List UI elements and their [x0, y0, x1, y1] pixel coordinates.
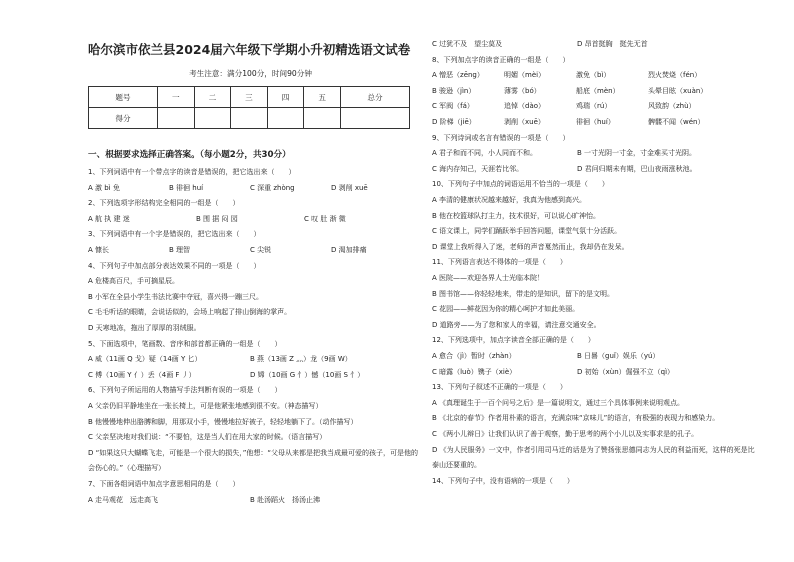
score-header-row: [89, 87, 410, 108]
right-column: [432, 40, 755, 520]
option-choice: C 深重 zhòng: [250, 183, 295, 192]
question-text: 6、下列句子所运用的人物描写手法判断有误的一项是（ ）: [88, 386, 282, 395]
option-choice: B 理智: [169, 246, 191, 254]
option-choice: C 暗露（luò）镌子（xiè）: [432, 367, 517, 376]
option-choice: 船底（mèn）: [576, 86, 620, 95]
right-questions: [432, 40, 755, 520]
option-choice: D 君问归期未有期，巴山夜雨涨秋池。: [577, 164, 697, 173]
option-text: A 危楼高百尺，手可摘星辰。: [88, 277, 180, 286]
question-text: 13、下列句子叙述不正确的一项是（ ）: [432, 383, 567, 392]
option-choice: D 嫦（10画 G 忄）憾（10画 S 忄）: [250, 370, 365, 379]
score-cell[interactable]: [194, 108, 231, 129]
option-row: [88, 184, 413, 192]
option-text: D 天寒地冻，拖出了厚厚的羽绒服。: [88, 324, 201, 332]
option-choice: 徘徊（huí）: [576, 118, 615, 126]
option-text: D 道路旁——为了您和家人的幸福，请注意交通安全。: [432, 320, 601, 329]
option-choice: A 航 执 建 迷: [88, 214, 130, 223]
option-choice: A 威（11画 Q 戈）疑（14画 Y 匕）: [88, 355, 202, 364]
option-text: A 父亲仍旧平静地坐在一张长椅上，可是他紧张地感到很不安。（神态描写）: [88, 402, 323, 410]
option-text: A 李清的健康状况越来越好，我真为他感到高兴。: [432, 196, 587, 204]
question-text: 10、下列句子中加点的词语运用不恰当的一项是（ ）: [432, 180, 609, 189]
question-text: 3、下列词语中有一个字是错误的，把它选出来（ ）: [88, 230, 261, 239]
option-choice: A 愈合（jì）暂时（zhàn）: [432, 352, 516, 360]
question-text: 8、下列加点字的读音正确的一组是（ ）: [432, 55, 570, 64]
option-choice: 烈火焚烧（fén）: [648, 71, 702, 80]
option-text: C 《两小儿辩日》让我们认识了善于观察，勤于思考的两个小儿以及实事求是的孔子。: [432, 430, 699, 438]
option-choice: D 初始（xùn）倔强不立（qì）: [577, 367, 675, 376]
option-choice: 髀髅不闻（wén）: [648, 118, 705, 126]
option-text: A 医院——欢迎各界人士光临本院！: [432, 274, 545, 282]
option-choice: 激免（bì）: [576, 71, 611, 80]
option-choice: B 日晷（guǐ）娱乐（yú）: [577, 352, 660, 360]
score-cell: 题号: [89, 87, 158, 108]
option-text: D 课堂上我听得入了迷，老师的声音戛然而止，我却仍在发呆。: [432, 242, 629, 251]
option-text: B 图书馆——你轻轻地来，带走的是知识，留下的是文明。: [432, 289, 615, 298]
option-choice: B 一寸光阴一寸金，寸金难买寸光阴。: [577, 149, 697, 158]
option-choice: A 君子和而不同，小人同而不和。: [432, 149, 538, 158]
exam-title: 哈尔滨市依兰县2024届六年级下学期小升初精选语文试卷: [88, 42, 411, 57]
option-text: B 小军在全县小学生书法比赛中夺冠，喜兴得一蹦三尺。: [88, 292, 264, 301]
score-cell[interactable]: [341, 108, 410, 129]
option-choice: A 慷长: [88, 246, 110, 254]
question-text: 14、下列句子中，没有语病的一项是（ ）: [432, 476, 574, 485]
score-cell: 三: [231, 87, 268, 108]
option-choice: A 激 bì 免: [88, 183, 120, 192]
score-cell[interactable]: [157, 108, 194, 129]
question-text: 4、下列句子中加点部分表达效果不同的一项是（ ）: [88, 261, 261, 270]
score-cell[interactable]: [267, 108, 304, 129]
question-text: 2、下列选项字形结构完全相同的一组是（ ）: [88, 199, 240, 208]
question-text: 5、下面选项中，笔画数、音序和部首都正确的一组是（ ）: [88, 339, 282, 348]
score-cell: 五: [304, 87, 341, 108]
option-text: C 花园——鲜花因为你的精心呵护才如此美丽。: [432, 305, 580, 314]
option-choice: C 军阀（fá）: [432, 102, 474, 111]
option-choice: B 骏逊（jìn）: [432, 86, 476, 95]
score-value-row: [89, 108, 410, 129]
option-row: [432, 71, 722, 79]
score-table: [88, 86, 410, 129]
option-row: [88, 371, 413, 379]
score-cell: 总分: [341, 87, 410, 108]
option-text: B 他在校篮球队打主力，技术很好，可以说心旷神怡。: [432, 211, 601, 220]
option-text: A 《真理诞生于一百个问号之后》是一篇说明文，通过三个具体事例来说明观点。: [432, 398, 685, 407]
option-text: B 《北京的春节》作者用朴素的语言，充满京味“京味儿”的语言，有极强的表现力和感染力。: [432, 414, 720, 423]
score-cell[interactable]: [304, 108, 341, 129]
option-text: C 毛毛听话的眼睛，会说话似的，会场上响起了排山倒海的掌声。: [88, 308, 292, 317]
option-row: [432, 149, 722, 157]
option-row: [88, 496, 413, 504]
option-row: [88, 246, 413, 254]
option-text: 会伤心的。”（心理描写）: [88, 464, 166, 473]
section-heading: 一、根据要求选择正确答案。（每小题2分，共30分）: [88, 150, 291, 160]
option-choice: C 过犹不及 望尘莫及: [432, 40, 503, 48]
option-choice: 鸡瑞（rú）: [576, 102, 612, 111]
question-text: 9、下列诗词或名言有错误的一项是（ ）: [432, 133, 570, 142]
option-choice: B 徘徊 huí: [169, 183, 204, 192]
option-text: D 《为人民服务》一文中，作者引用司马迁的话是为了赞扬张思德同志为人民的利益而死，这样的死是比: [432, 445, 755, 454]
option-choice: A 憎恶（zēng）: [432, 71, 484, 80]
option-text: D “如果这只大蝴蝶飞走，可能是一个很大的损失，”他想：“父母从来都是把我当成最可爱的孩子，可是他的: [88, 448, 418, 457]
option-choice: C 傅（10画 Y 亻）丢（4画 F 丿）: [88, 370, 196, 379]
option-choice: D 阶梯（jiē）: [432, 118, 476, 126]
question-text: 1、下列词语中有一个带点字的读音是错误的，把它选出来（ ）: [88, 168, 296, 176]
option-row: [432, 368, 722, 376]
left-questions: [88, 168, 418, 504]
option-choice: D 剥削 xuē: [331, 183, 368, 192]
option-text: 泰山还要重的。: [432, 461, 481, 470]
left-column: [88, 40, 418, 504]
option-choice: 明媚（mèi）: [504, 71, 546, 80]
option-choice: 剥削（xuē）: [504, 118, 545, 126]
option-row: [88, 355, 413, 363]
option-choice: C 尖锐: [250, 246, 272, 254]
score-cell[interactable]: [231, 108, 268, 129]
option-choice: 追悼（dào）: [504, 102, 546, 111]
score-cell: 得分: [89, 108, 158, 129]
question-text: 7、下面各组词语中加点字意思相同的是（ ）: [88, 480, 240, 488]
option-choice: D 昂首挺胸 挺先无首: [577, 40, 648, 48]
option-choice: B 围 据 闷 园: [196, 214, 238, 223]
score-cell: 四: [267, 87, 304, 108]
option-choice: C 海内存知己，天涯若比邻。: [432, 164, 524, 173]
score-cell: 一: [157, 87, 194, 108]
option-choice: 头晕目眩（xuàn）: [648, 86, 708, 95]
option-text: B 他慢慢地伸出胳膊和脚，用那双小手，慢慢地拉好被子，轻轻地躺下了。（动作描写）: [88, 417, 358, 426]
option-choice: A 走马观花 远走高飞: [88, 495, 159, 504]
question-text: 11、下列语言表达不得体的一项是（ ）: [432, 258, 567, 267]
option-choice: C 叹 肚 渐 微: [304, 214, 346, 223]
option-text: C 父亲坚决地对我们说：“不要怕，这是当人们在用大家的时候。（语言描写）: [88, 433, 327, 442]
option-row: [432, 352, 722, 360]
option-row: [432, 40, 722, 48]
exam-notice: 考生注意：满分100分，时间90分钟: [189, 69, 312, 78]
question-text: 12、下列选项中，加点字读音全部正确的是（ ）: [432, 336, 595, 345]
score-cell: 二: [194, 87, 231, 108]
option-row: [432, 165, 722, 173]
option-text: C 语文课上，同学们踊跃举手回答问题，课堂气氛十分活跃。: [432, 227, 622, 236]
option-choice: 薄雾（bó）: [504, 86, 541, 95]
option-choice: 风致韵（zhù）: [648, 102, 696, 111]
option-row: [88, 215, 413, 223]
option-choice: B 燕（13画 Z 灬）龙（9画 W）: [250, 355, 352, 364]
option-choice: B 赴汤蹈火 扬汤止沸: [250, 495, 321, 504]
option-row: [432, 118, 722, 126]
option-choice: D 渴加排痛: [331, 246, 367, 254]
option-row: [432, 87, 722, 95]
option-row: [432, 102, 722, 110]
